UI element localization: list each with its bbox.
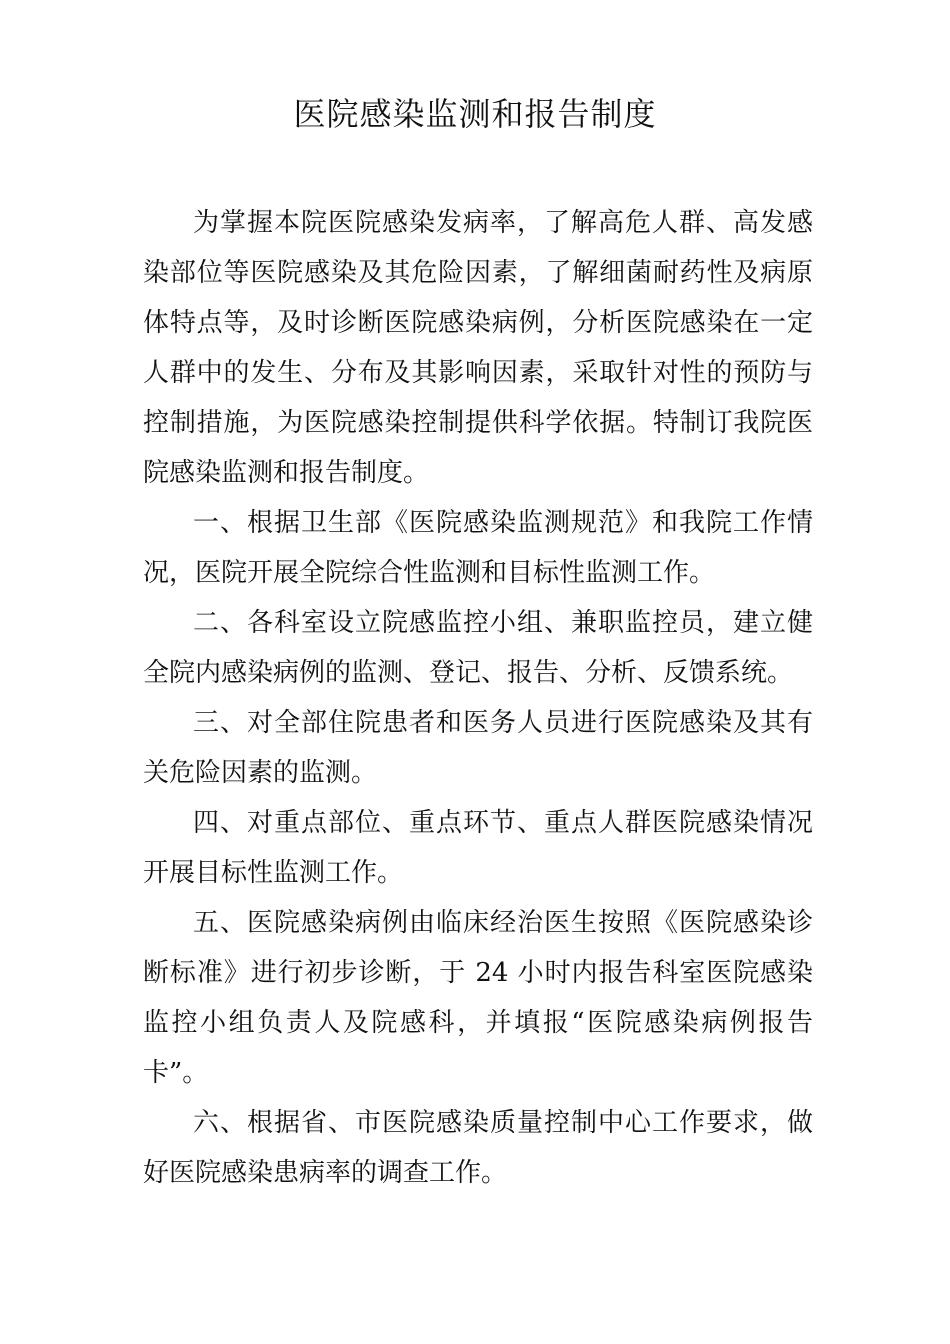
document-body — [143, 198, 813, 1198]
clause-6-paragraph: 六、根据省、市医院感染质量控制中心工作要求，做好医院感染患病率的调查工作。 — [143, 1108, 813, 1188]
clause-1-paragraph: 一、根据卫生部《医院感染监测规范》和我院工作情况，医院开展全院综合性监测和目标性监测工作。 — [143, 508, 813, 588]
clause-2-paragraph: 二、各科室设立院感监控小组、兼职监控员，建立健全院内感染病例的监测、登记、报告、分析、反馈系统。 — [143, 608, 813, 688]
clause-4-paragraph: 四、对重点部位、重点环节、重点人群医院感染情况开展目标性监测工作。 — [143, 808, 813, 888]
intro-paragraph: 为掌握本院医院感染发病率，了解高危人群、高发感染部位等医院感染及其危险因素，了解细菌耐药性及病原体特点等，及时诊断医院感染病例，分析医院感染在一定人群中的发生、分布及其影响因素，采取针对性的预防与控制措施，为医院感染控制提供科学依据。特制订我院医院感染监测和报告制度。 — [143, 208, 813, 488]
clause-5-paragraph: 五、医院感染病例由临床经治医生按照《医院感染诊断标准》进行初步诊断，于 24 小时内报告科室医院感染监控小组负责人及院感科，并填报“医院感染病例报告卡”。 — [143, 908, 813, 1088]
clause-3-paragraph: 三、对全部住院患者和医务人员进行医院感染及其有关危险因素的监测。 — [143, 708, 813, 788]
document-title: 医院感染监测和报告制度 — [293, 95, 657, 133]
